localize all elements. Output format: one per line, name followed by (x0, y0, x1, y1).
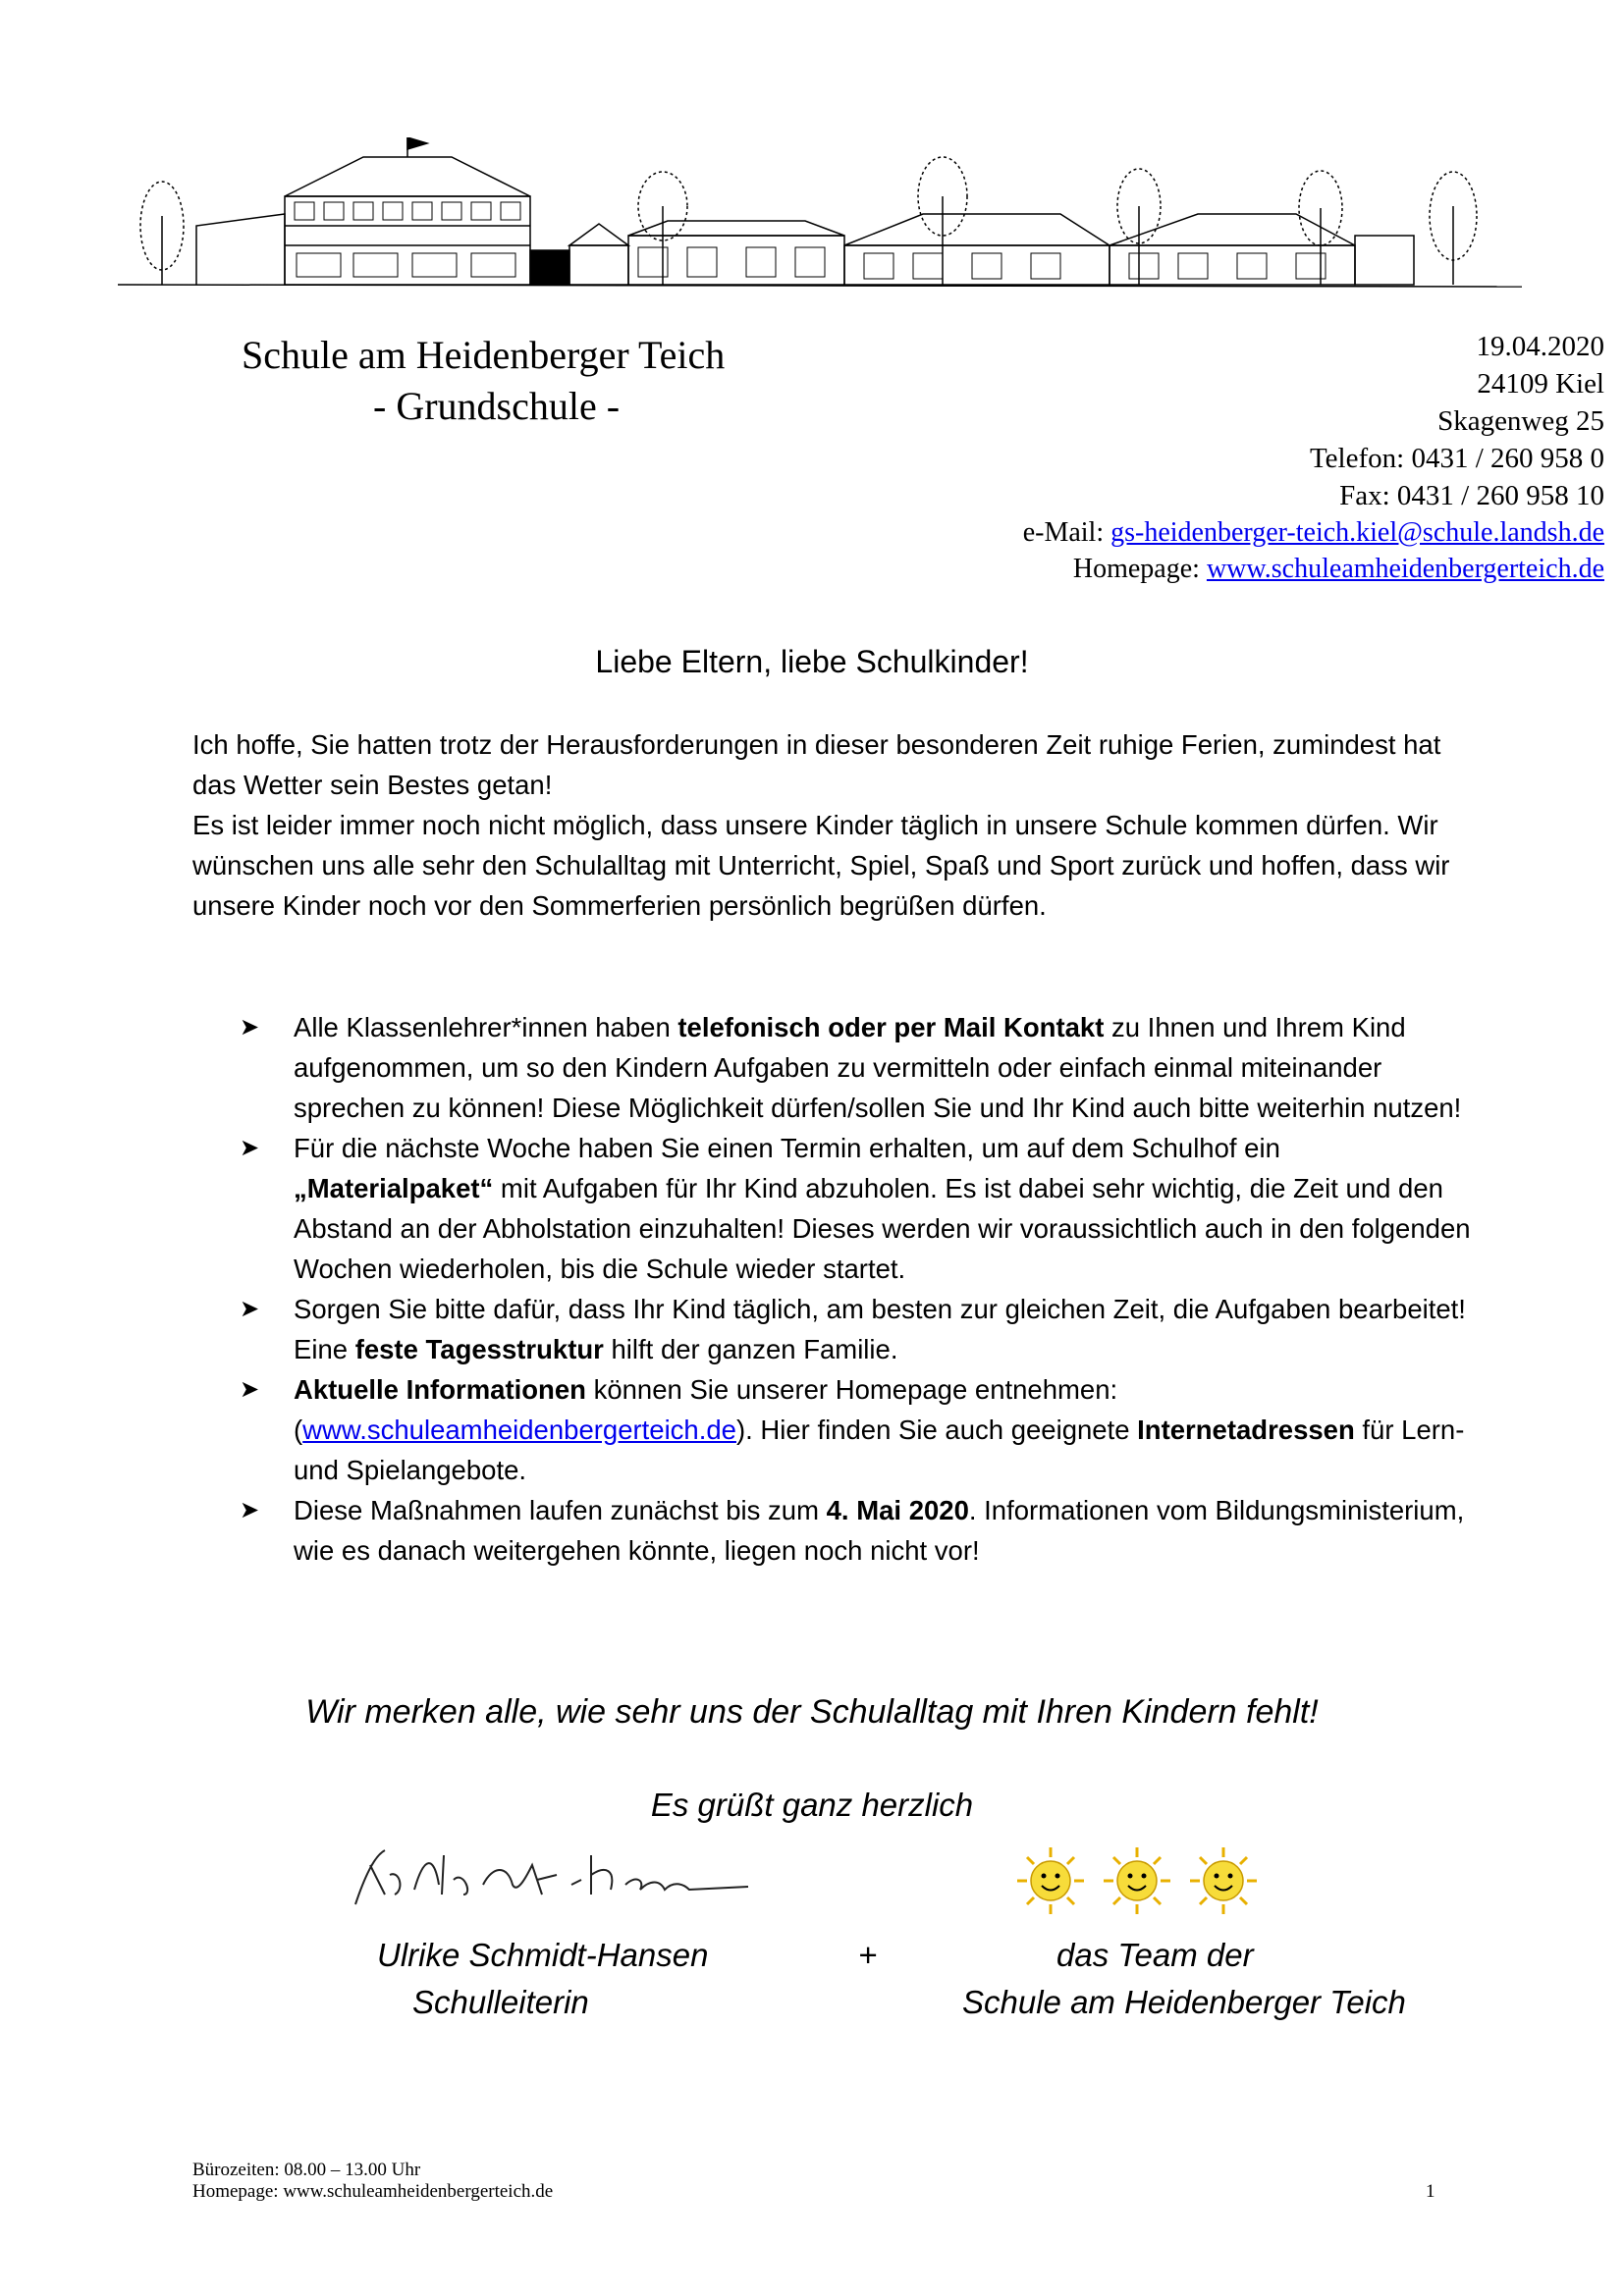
bullet-measures-until (240, 1490, 1487, 1571)
plus-sign: + (858, 1937, 878, 1973)
bullet-text: können Sie unserer Homepage entnehmen: ( (294, 1374, 1118, 1445)
arrow-bullet-icon: ➤ (240, 1135, 260, 1161)
bullet-daily-structure (240, 1289, 1487, 1369)
email-label: e-Mail: (1022, 517, 1111, 548)
regards-line: Es grüßt ganz herzlich (650, 1787, 974, 1823)
arrow-bullet-icon: ➤ (240, 1296, 260, 1322)
email-line (524, 514, 1604, 551)
page-number: 1 (1426, 2181, 1435, 2202)
team-line-2: Schule am Heidenberger Teich (962, 1984, 1406, 2020)
bullet-text: ). Hier finden Sie auch geeignete (735, 1415, 1138, 1445)
smiling-suns-group (1011, 1842, 1267, 1920)
letter-date: 19.04.2020 (1476, 331, 1604, 362)
bullet-text: für Lern- und Spielangebote. (294, 1415, 1465, 1485)
signer-role: Schulleiterin (412, 1984, 589, 2020)
school-name: Schule am Heidenberger Teich (242, 333, 726, 377)
address-street: Skagenweg 25 (1437, 405, 1604, 437)
bullet-text: hilft der ganzen Familie. (603, 1334, 898, 1364)
address-fax: Fax: 0431 / 260 958 10 (1339, 480, 1604, 511)
bullet-text: Diese Maßnahmen laufen zunächst bis zum (294, 1495, 827, 1525)
intro-paragraph-2: Es ist leider immer noch nicht möglich, dass unsere Kinder täglich in unsere Schule kommen dürfen. Wir wünschen uns alle sehr den Schulalltag mit Unterricht, Spiel, Spaß und Sport zurück und hoffen, dass wir unsere Kinder noch vor den Sommerferien persönlich begrüßen dürfen. (192, 810, 1450, 921)
homepage-link[interactable]: www.schuleamheidenbergerteich.de (1206, 554, 1604, 584)
intro-paragraph-1: Ich hoffe, Sie hatten trotz der Herausforderungen in dieser besonderen Zeit ruhige Ferien, zumindest hat das Wetter sein Bestes getan! (192, 729, 1441, 800)
bullet-emphasis: 4. Mai 2020 (826, 1495, 969, 1525)
school-type: - Grundschule - (373, 384, 621, 428)
bullet-emphasis: „Materialpaket“ (294, 1173, 494, 1203)
arrow-bullet-icon: ➤ (240, 1014, 260, 1041)
school-building-drawing (118, 137, 1522, 304)
intro-paragraphs (192, 724, 1459, 926)
bullet-text: Alle Klassenlehrer*innen haben (294, 1012, 678, 1042)
signer-name: Ulrike Schmidt-Hansen (377, 1937, 709, 1973)
bullet-contact (240, 1007, 1487, 1128)
smiling-sun-icon (1017, 1847, 1084, 1914)
address-city: 24109 Kiel (1477, 368, 1604, 400)
team-line-1: das Team der (1056, 1937, 1254, 1973)
bullet-text: Sorgen Sie bitte dafür, dass Ihr Kind täglich, am besten zur gleichen Zeit, die Aufgaben bearbeitet! Eine (294, 1294, 1466, 1364)
bullet-text: Für die nächste Woche haben Sie einen Termin erhalten, um auf dem Schulhof ein (294, 1133, 1280, 1163)
tree-icon (638, 172, 687, 285)
bullet-emphasis: Internetadressen (1137, 1415, 1355, 1445)
bullet-text: . Informationen vom Bildungsministerium, wie es danach weitergehen könnte, liegen noch nicht vor! (294, 1495, 1465, 1566)
email-link[interactable]: gs-heidenberger-teich.kiel@schule.landsh.de (1110, 517, 1604, 548)
info-bullet-list (240, 1007, 1487, 1571)
bullet-material-package (240, 1128, 1487, 1289)
smiling-sun-icon (1104, 1847, 1170, 1914)
bullet-text: zu Ihnen und Ihrem Kind aufgenommen, um so den Kindern Aufgaben zu vermitteln oder einfach einmal miteinander sprechen zu können! Diese Möglichkeit dürfen/sollen Sie und Ihr Kind auch bitte weiterhin nutzen! (294, 1012, 1462, 1123)
arrow-bullet-icon: ➤ (240, 1376, 260, 1403)
bullet-current-info (240, 1369, 1487, 1490)
bullet-text: mit Aufgaben für Ihr Kind abzuholen. Es ist dabei sehr wichtig, die Zeit und den Abstand an der Abholstation einzuhalten! Dieses werden wir voraussichtlich auch in den folgenden Wochen wiederholen, bis die Schule wieder startet. (294, 1173, 1471, 1284)
tree-icon (140, 182, 184, 285)
arrow-bullet-icon: ➤ (240, 1497, 260, 1523)
footer-office-hours: Bürozeiten: 08.00 – 13.00 Uhr (192, 2160, 421, 2180)
tree-icon (1117, 169, 1161, 285)
handwritten-signature (346, 1836, 758, 1914)
homepage-link-inline[interactable]: www.schuleamheidenbergerteich.de (302, 1415, 736, 1445)
page-footer (192, 2160, 553, 2203)
contact-block (524, 514, 1604, 587)
bullet-emphasis: Aktuelle Informationen (294, 1374, 586, 1405)
footer-homepage: Homepage: www.schuleamheidenbergerteich.de (192, 2181, 554, 2202)
homepage-label: Homepage: (1072, 554, 1207, 584)
homepage-line (524, 551, 1604, 587)
address-block (721, 328, 1604, 514)
smiling-sun-icon (1190, 1847, 1257, 1914)
bullet-emphasis: telefonisch oder per Mail Kontakt (677, 1012, 1105, 1042)
tree-icon (1299, 171, 1342, 285)
tree-icon (1430, 172, 1477, 285)
closing-sentence: Wir merken alle, wie sehr uns der Schulalltag mit Ihren Kindern fehlt! (305, 1693, 1319, 1731)
address-phone: Telefon: 0431 / 260 958 0 (1309, 443, 1604, 474)
bullet-emphasis: feste Tagesstruktur (354, 1334, 604, 1364)
letter-greeting: Liebe Eltern, liebe Schulkinder! (595, 644, 1029, 679)
